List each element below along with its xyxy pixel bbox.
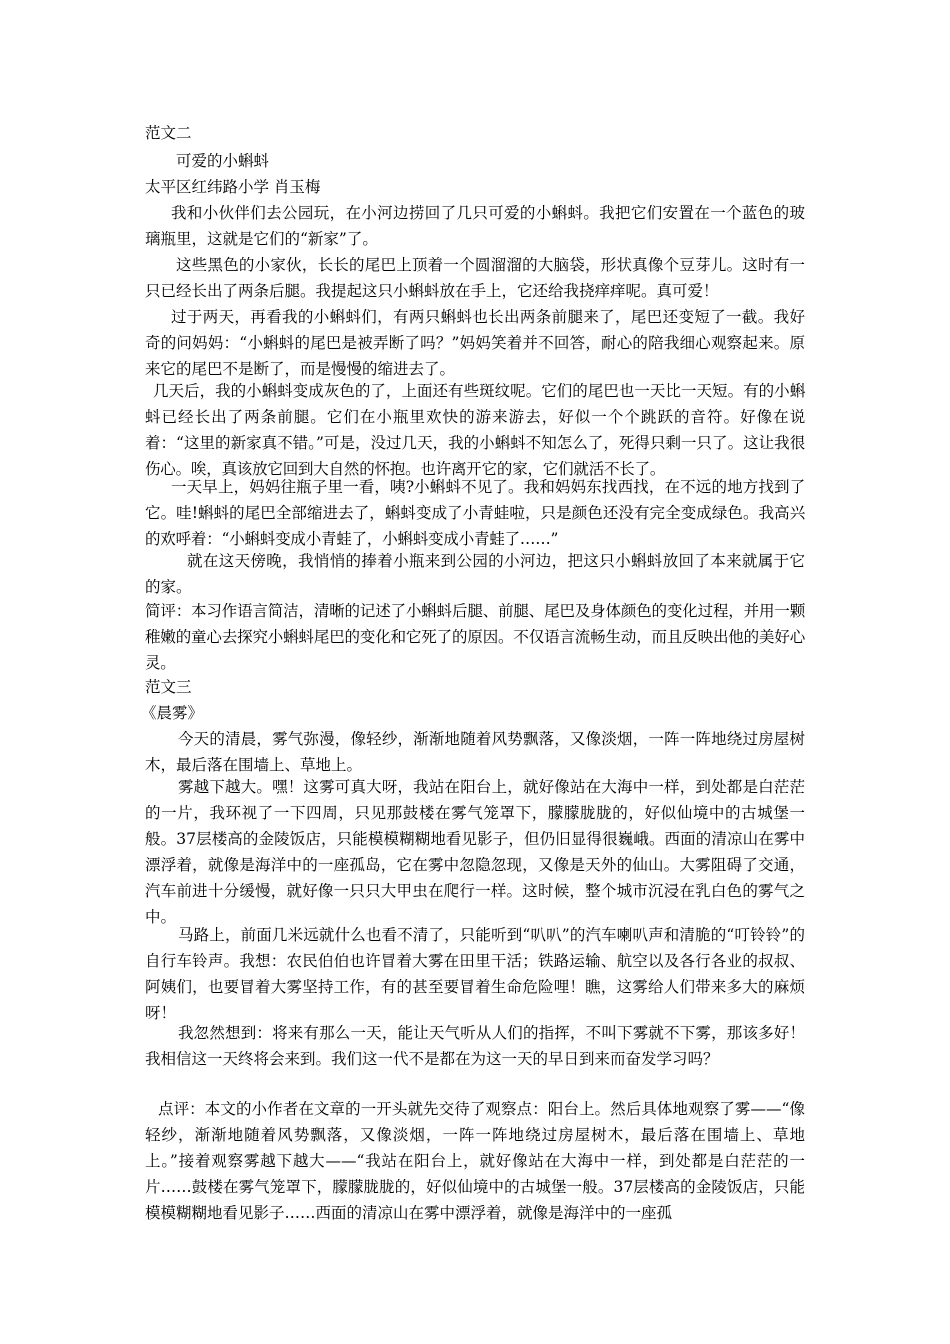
- essay-title-2: 可爱的小蝌蚪: [176, 152, 270, 170]
- paragraph-2-5: 一天早上，妈妈往瓶子里一看，咦?小蝌蚪不见了。我和妈妈东找西找，在不远的地方找到了它。哇!蝌蚪的尾巴全部缩进去了，蝌蚪变成了小青蛙啦，只是颜色还没有完全变成绿色。我高兴的欢呼着：“小蝌蚪变成小青蛙了，小蝌蚪变成小青蛙了……”: [145, 478, 805, 548]
- paragraph-2-3: 过于两天，再看我的小蝌蚪们，有两只蝌蚪也长出两条前腿来了，尾巴还变短了一截。我好奇的问妈妈：“小蝌蚪的尾巴是被弄断了吗？”妈妈笑着并不回答，耐心的陪我细心观察起来。原来它的尾巴不是断了，而是慢慢的缩进去了。: [145, 308, 805, 378]
- author-line: 太平区红纬路小学 肖玉梅: [145, 178, 321, 196]
- comment-3: 点评：本文的小作者在文章的一开头就先交待了观察点：阳台上。然后具体地观察了雾——“像轻纱，渐渐地随着风势飘落，又像淡烟，一阵一阵地绕过房屋树木，最后落在围墙上、草地上。”接着观察雾越下越大——“我站在阳台上，就好像站在大海中一样，到处都是白茫茫的一片……鼓楼在雾气笼罩下，朦朦胧胧的，好似仙境中的古城堡一般。37层楼高的金陵饭店，只能模模糊糊地看见影子……西面的清凉山在雾中漂浮着，就像是海洋中的一座孤: [145, 1100, 805, 1222]
- paragraph-3-1: 今天的清晨，雾气弥漫，像轻纱，渐渐地随着风势飘落，又像淡烟，一阵一阵地绕过房屋树木，最后落在围墙上、草地上。: [145, 730, 805, 774]
- essay-title-3: 《晨雾》: [141, 704, 204, 722]
- paragraph-2-1: 我和小伙伴们去公园玩，在小河边捞回了几只可爱的小蝌蚪。我把它们安置在一个蓝色的玻璃瓶里，这就是它们的“新家”了。: [145, 204, 805, 248]
- paragraph-3-4: 我忽然想到：将来有那么一天，能让天气听从人们的指挥，不叫下雾就不下雾，那该多好！我相信这一天终将会来到。我们这一代不是都在为这一天的早日到来而奋发学习吗？: [145, 1024, 805, 1068]
- paragraph-2-4: 几天后，我的小蝌蚪变成灰色的了，上面还有些斑纹呢。它们的尾巴也一天比一天短。有的小蝌蚪已经长出了两条前腿。它们在小瓶里欢快的游来游去，好似一个个跳跃的音符。好像在说着：“这里的新家真不错。”可是，没过几天，我的小蝌蚪不知怎么了，死得只剩一只了。这让我很伤心。唉，真该放它回到大自然的怀抱。也许离开它的家，它们就活不长了。: [145, 382, 805, 478]
- paragraph-3-2: 雾越下越大。嘿！这雾可真大呀，我站在阳台上，就好像站在大海中一样，到处都是白茫茫的一片，我环视了一下四周，只见那鼓楼在雾气笼罩下，朦朦胧胧的，好似仙境中的古城堡一般。37层楼高的金陵饭店，只能模模糊糊地看见影子，但仍旧显得很巍峨。西面的清凉山在雾中漂浮着，就像是海洋中的一座孤岛，它在雾中忽隐忽现，又像是天外的仙山。大雾阻碍了交通，汽车前进十分缓慢，就好像一只只大甲虫在爬行一样。这时候，整个城市沉浸在乳白色的雾气之中。: [145, 778, 805, 926]
- paragraph-2-6: 就在这天傍晚，我悄悄的捧着小瓶来到公园的小河边，把这只小蝌蚪放回了本来就属于它的家。: [145, 552, 805, 596]
- section-heading-3: 范文三: [145, 678, 192, 696]
- section-heading-2: 范文二: [145, 124, 192, 142]
- comment-2: 简评：本习作语言简洁，清晰的记述了小蝌蚪后腿、前腿、尾巴及身体颜色的变化过程，并用一颗稚嫩的童心去探究小蝌蚪尾巴的变化和它死了的原因。不仅语言流畅生动，而且反映出他的美好心灵。: [145, 602, 805, 672]
- paragraph-3-3: 马路上，前面几米远就什么也看不清了，只能听到“叭叭”的汽车喇叭声和清脆的“叮铃铃”的自行车铃声。我想：农民伯伯也许冒着大雾在田里干活；铁路运输、航空以及各行各业的叔叔、阿姨们，也要冒着大雾坚持工作，有的甚至要冒着生命危险哩！瞧，这雾给人们带来多大的麻烦呀！: [145, 926, 805, 1022]
- paragraph-2-2: 这些黑色的小家伙，长长的尾巴上顶着一个圆溜溜的大脑袋，形状真像个豆芽儿。这时有一只已经长出了两条后腿。我提起这只小蝌蚪放在手上，它还给我挠痒痒呢。真可爱！: [145, 256, 805, 300]
